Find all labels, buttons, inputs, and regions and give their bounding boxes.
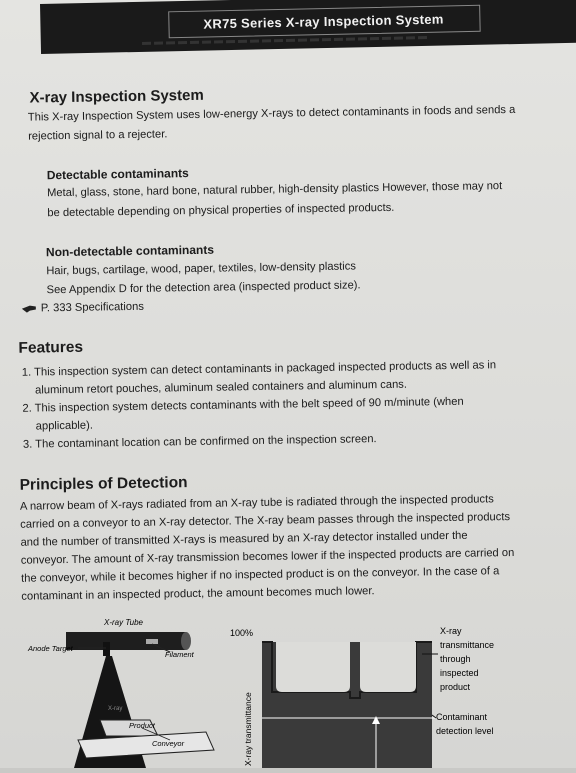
detection-diagram <box>0 612 576 768</box>
legend-transmittance-4: inspected <box>440 668 479 678</box>
principles-line-3: and the number of transmitted X-rays is measured by an X-ray detector installed under the <box>20 529 468 549</box>
xray-tube-schematic <box>27 618 214 768</box>
principles-heading: Principles of Detection <box>19 474 188 494</box>
xray-tube-body <box>66 632 186 650</box>
detectable-line-1: Metal, glass, stone, hard bone, natural rubber, high-density plastics However, those may not <box>46 180 503 200</box>
label-xray-tube: X-ray Tube <box>104 618 143 627</box>
principles-line-2: carried on a conveyor to an X-ray detector. The X-ray beam passes through the inspected products <box>20 511 511 531</box>
detectable-line-2: be detectable depending on physical properties of inspected products. <box>47 201 395 220</box>
anode-target-shape <box>103 642 110 656</box>
principles-line-4: conveyor. The amount of X-ray transmission becomes lower if the inspected products are carried on <box>20 546 515 567</box>
pointing-hand-icon <box>21 303 37 313</box>
nondetectable-line-2: See Appendix D for the detection area (inspected product size). <box>46 279 361 297</box>
features-heading: Features <box>18 338 84 357</box>
feature-item-1-line-1: 1. This inspection system can detect contaminants in packaged inspected products as well as in <box>21 359 497 379</box>
features-list <box>22 355 563 453</box>
feature-item-1-line-2: aluminum retort pouches, aluminum sealed containers and aluminum cans. <box>35 378 408 397</box>
principles-paragraph <box>20 489 576 606</box>
feature-item-3: 3. The contaminant location can be confirmed on the inspection screen. <box>22 433 377 451</box>
reference-row <box>21 301 144 315</box>
principles-line-1: A narrow beam of X-rays radiated from an X-ray tube is radiated through the inspected products <box>19 493 494 513</box>
label-conveyor: Conveyor <box>152 739 185 748</box>
filament-shape <box>146 639 158 644</box>
detectable-heading: Detectable contaminants <box>46 166 189 183</box>
y-axis-label: X-ray transmittance <box>243 692 253 766</box>
label-100-percent: 100% <box>230 628 254 638</box>
label-anode-target: Anode Target <box>28 644 73 653</box>
legend-level-1: Contaminant <box>436 712 488 722</box>
nondetectable-heading: Non-detectable contaminants <box>45 242 215 260</box>
legend-transmittance-5: product <box>440 682 471 692</box>
intro-line-2: rejection signal to a rejecter. <box>28 128 168 143</box>
legend-transmittance-1: X-ray <box>440 626 462 636</box>
principles-line-6: contaminant in an inspected product, the amount becomes much lower. <box>21 585 375 603</box>
product-dip-region-2 <box>360 642 416 692</box>
label-product: Product <box>129 721 155 730</box>
nondetectable-line-1: Hair, bugs, cartilage, wood, paper, textiles, low-density plastics <box>46 260 356 278</box>
intro-line-1: This X-ray Inspection System uses low-energy X-rays to detect contaminants in foods and sends a <box>27 103 516 124</box>
document-title: XR75 Series X-ray Inspection System <box>168 5 481 39</box>
feature-item-2-line-2: applicable). <box>35 419 94 433</box>
tube-end <box>181 632 191 650</box>
label-xray: X-ray <box>108 706 123 712</box>
reference-link[interactable]: P. 333 Specifications <box>40 300 144 315</box>
product-dip-region <box>276 642 350 692</box>
label-filament: Filament <box>165 650 194 659</box>
diagram-svg <box>0 612 576 768</box>
legend-transmittance-3: through <box>440 654 471 664</box>
feature-item-2-line-1: 2. This inspection system detects contaminants with the belt speed of 90 m/minute (when <box>22 395 464 415</box>
section-heading-xray: X-ray Inspection System <box>29 86 204 107</box>
principles-line-5: the conveyor, while it becomes higher if no inspected product is on the conveyor. In the case of a <box>20 565 500 585</box>
legend-level-2: detection level <box>436 726 494 736</box>
legend-transmittance-2: transmittance <box>440 640 495 650</box>
transmittance-chart <box>230 626 494 768</box>
